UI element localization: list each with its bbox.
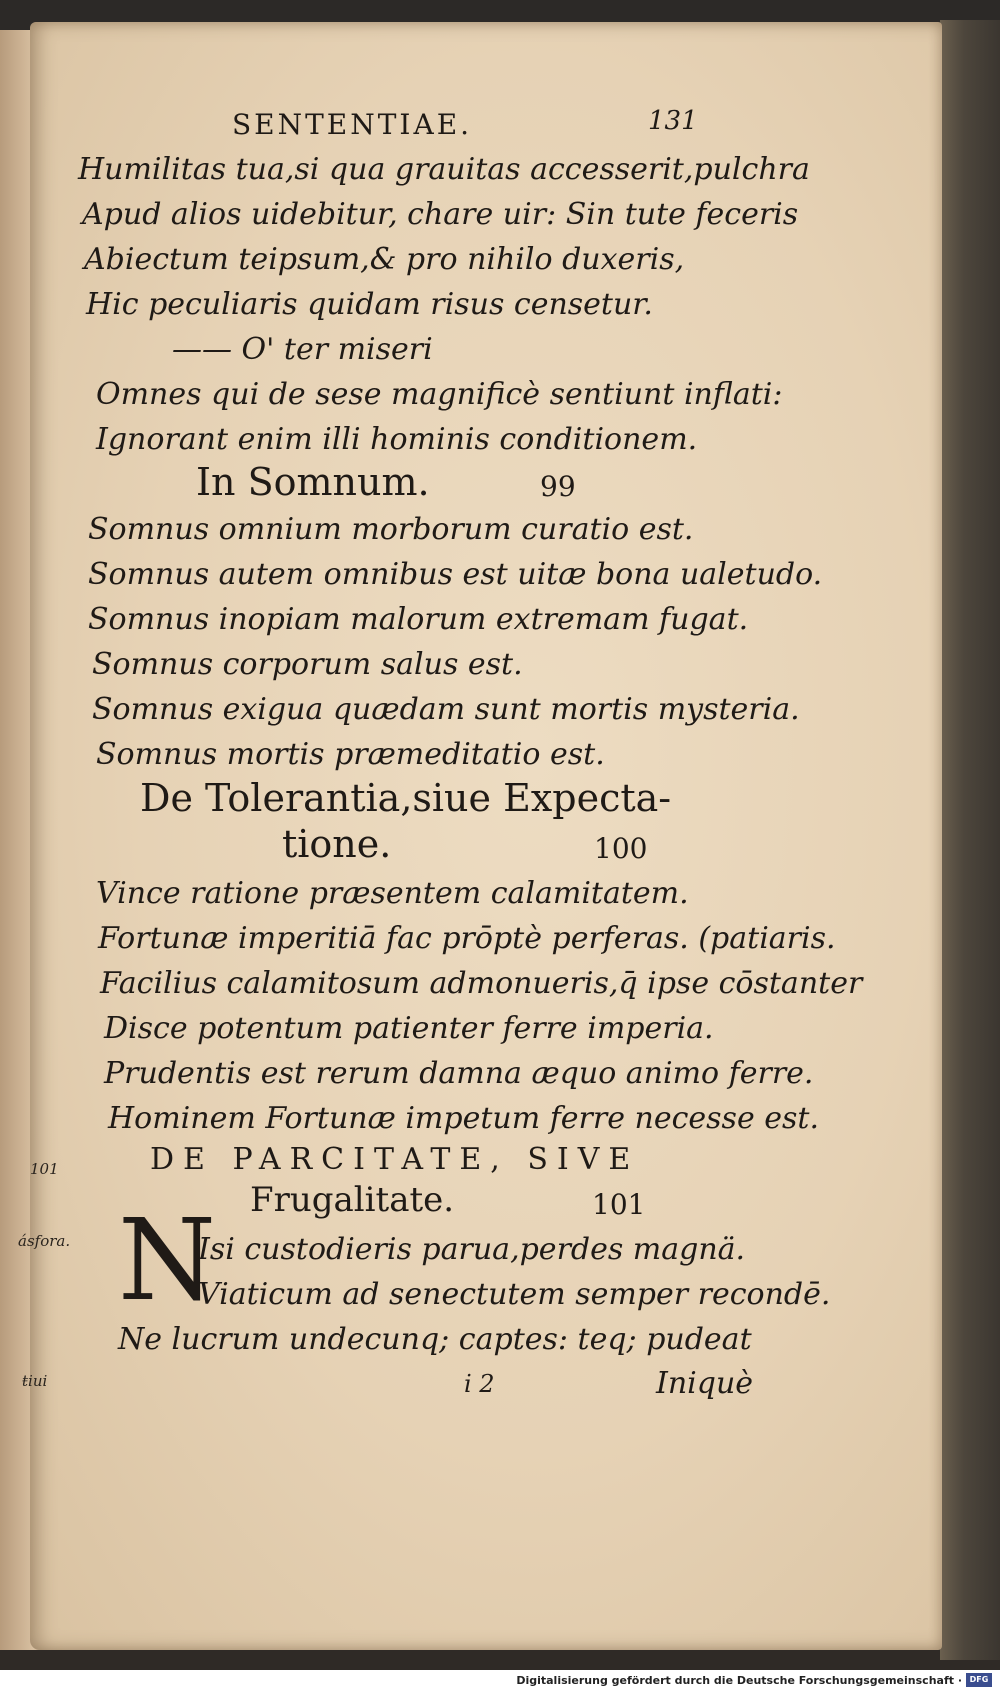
- text-line: Omnes qui de sese magnificè sentiunt inflati:: [96, 377, 783, 412]
- section-heading-cont: Frugalitate.: [250, 1180, 455, 1220]
- text-line: Somnus inopiam malorum extremam fugat.: [88, 602, 749, 637]
- page-number: 131: [648, 106, 698, 136]
- text-line: —— O' ter miseri: [172, 332, 433, 367]
- text-line: Fortunæ imperitiā fac prōptè perferas. (patiaris.: [98, 921, 836, 956]
- text-line: Vince ratione præsentem calamitatem.: [96, 876, 689, 911]
- text-line: Prudentis est rerum damna æquo animo ferre.: [104, 1056, 814, 1091]
- text-line: Ignorant enim illi hominis conditionem.: [96, 422, 698, 457]
- text-line: Viaticum ad senectutem semper recondē.: [198, 1277, 831, 1312]
- text-line: Hominem Fortunæ impetum ferre necesse est.: [108, 1101, 819, 1136]
- section-heading-cont: tione.: [282, 822, 392, 866]
- margin-note-number: 101: [30, 1160, 59, 1178]
- section-heading: DE PARCITATE, SIVE: [150, 1142, 640, 1177]
- margin-note-word: ásfora.: [18, 1232, 71, 1250]
- running-head-title: SENTENTIAE.: [232, 108, 473, 141]
- section-heading: In Somnum.: [196, 460, 430, 504]
- text-line: Somnus omnium morborum curatio est.: [88, 512, 694, 547]
- section-heading: De Tolerantia,siue Expecta-: [140, 776, 672, 820]
- footer-credit: Digitalisierung gefördert durch die Deutsche Forschungsgemeinschaft ·: [516, 1674, 962, 1687]
- text-line: Apud alios uidebitur, chare uir: Sin tute feceris: [82, 197, 799, 232]
- text-line: Somnus mortis præmeditatio est.: [96, 737, 605, 772]
- section-number: 100: [594, 832, 648, 865]
- text-line: Somnus exigua quædam sunt mortis mysteria.: [92, 692, 800, 727]
- text-line: Abiectum teipsum,& pro nihilo duxeris,: [84, 242, 685, 277]
- text-line: Humilitas tua,si qua grauitas accesserit,pulchra: [78, 152, 810, 187]
- margin-note-word-2: ŧiui: [22, 1372, 48, 1390]
- section-number: 99: [540, 470, 576, 503]
- section-number: 101: [592, 1188, 646, 1221]
- text-line: Somnus corporum salus est.: [92, 647, 523, 682]
- text-line: Disce potentum patienter ferre imperia.: [104, 1011, 714, 1046]
- drop-capital: N: [118, 1196, 216, 1326]
- text-line: Hic peculiaris quidam risus censetur.: [86, 287, 653, 322]
- text-line: Ne lucrum undecunq; captes: teq; pudeat: [118, 1322, 752, 1357]
- text-line: Somnus autem omnibus est uitæ bona ualetudo.: [88, 557, 823, 592]
- book-fore-edge: [940, 20, 1000, 1660]
- dfg-logo: DFG: [966, 1673, 992, 1687]
- signature-mark: i 2: [464, 1370, 495, 1398]
- catchword: Iniquè: [656, 1366, 754, 1401]
- text-line: Facilius calamitosum admonueris,q̄ ipse cōstanter: [100, 966, 863, 1001]
- text-line: Isi custodieris parua,perdes magnä.: [198, 1232, 746, 1267]
